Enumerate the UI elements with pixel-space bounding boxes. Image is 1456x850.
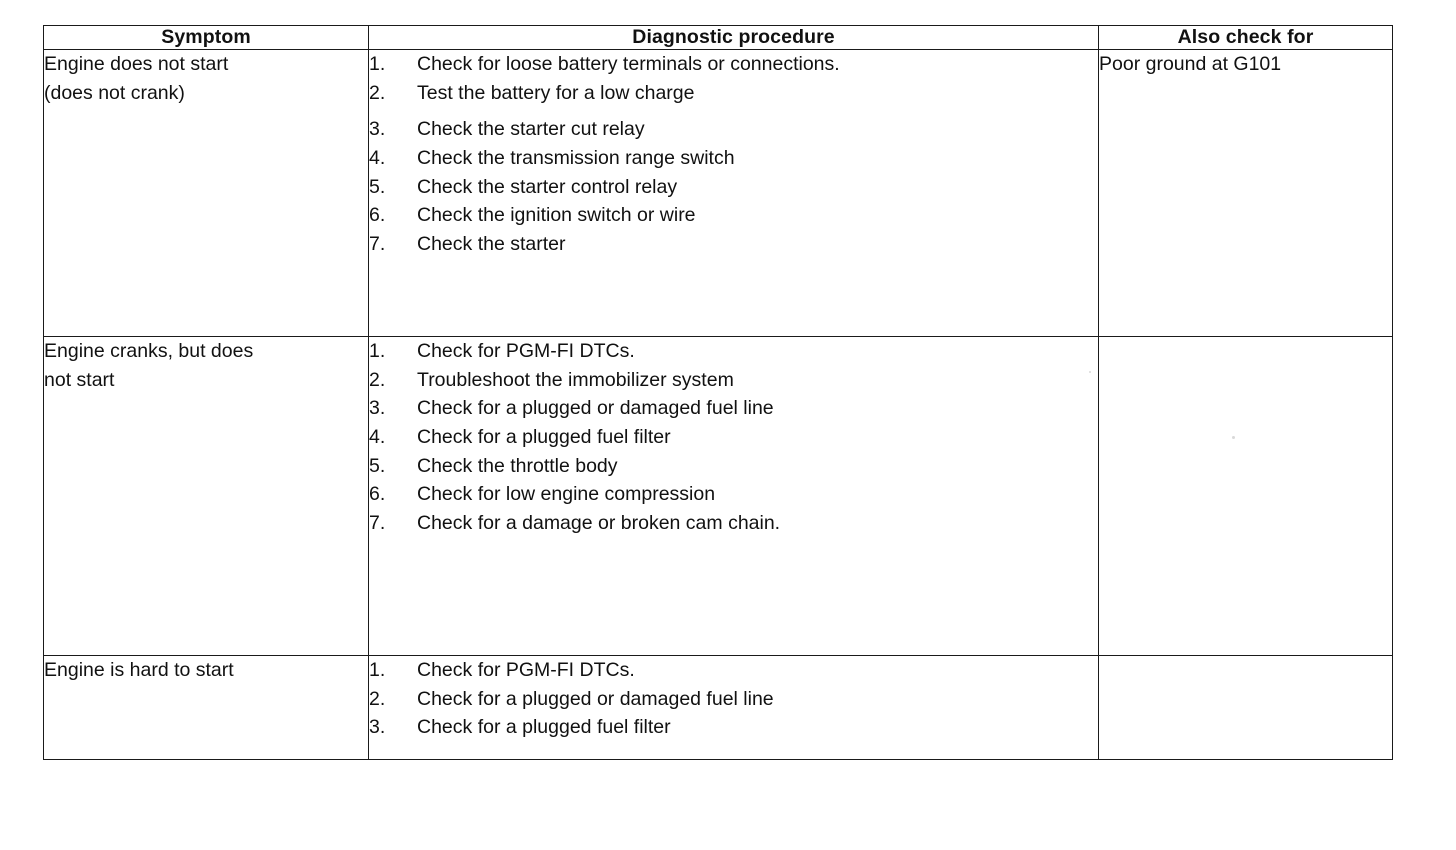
list-item [369,423,1098,452]
list-item [369,201,1098,230]
list-item [369,656,1098,685]
list-item [369,144,1098,173]
step-text: Check for a plugged or damaged fuel line [417,397,774,420]
step-text: Check for a plugged fuel filter [417,716,671,739]
scan-speckle [1089,371,1091,373]
step-text: Check the throttle body [417,454,618,477]
step-number: 3. [369,118,386,141]
list-item [369,713,1098,742]
table-row [44,337,1393,656]
step-text: Check for a damage or broken cam chain. [417,511,781,534]
table-row [44,656,1393,760]
list-item [369,452,1098,481]
symptom-cell [44,656,369,760]
step-text: Check the ignition switch or wire [417,204,696,227]
procedure-step-list [369,337,1098,538]
list-item [369,366,1098,395]
column-header-also-check-for: Also check for [1099,26,1393,50]
table-header [44,26,1393,50]
diagnostic-table [43,25,1393,760]
also-check-for-cell: Poor ground at G101 [1099,50,1393,337]
step-text: Check the starter [417,232,566,255]
list-item [369,685,1098,714]
step-text: Check the starter control relay [417,175,678,198]
step-text: Check for a plugged or damaged fuel line [417,687,774,710]
scan-speckle [1232,436,1235,439]
table-header-row [44,26,1393,50]
list-item [369,230,1098,259]
step-text: Check the starter cut relay [417,118,645,141]
step-number: 6. [369,483,386,506]
step-number: 1. [369,340,386,362]
list-item [369,480,1098,509]
also-check-for-cell [1099,337,1393,656]
procedure-cell [369,656,1099,760]
step-number: 2. [369,81,386,104]
step-number: 3. [369,397,386,420]
procedure-cell [369,50,1099,337]
step-text: Check for low engine compression [417,483,716,506]
step-text: Check the transmission range switch [417,146,735,169]
step-text: Test the battery for a low charge [417,81,695,104]
step-text: Check for PGM-FI DTCs. [417,340,635,362]
step-number: 3. [369,716,386,739]
column-header-procedure: Diagnostic procedure [369,26,1099,50]
list-item [369,173,1098,202]
symptom-cell [44,337,369,656]
step-text: Check for a plugged fuel filter [417,425,671,448]
symptom-line: Engine is hard to start [44,659,234,681]
list-item [369,394,1098,423]
step-text: Check for loose battery terminals or connections. [417,53,840,75]
step-number: 1. [369,659,386,681]
procedure-step-list [369,50,1098,259]
step-number: 4. [369,425,386,448]
column-header-symptom: Symptom [44,26,369,50]
symptom-line: Engine does not start [44,53,229,75]
list-item [369,79,1098,108]
step-text: Troubleshoot the immobilizer system [417,368,734,391]
symptom-cell [44,50,369,337]
table-row [44,50,1393,337]
step-number: 5. [369,175,386,198]
step-number: 7. [369,232,386,255]
step-number: 6. [369,204,386,227]
step-number: 7. [369,511,386,534]
list-item [369,509,1098,538]
list-item [369,50,1098,79]
table-body [44,50,1393,760]
symptom-line: (does not crank) [44,81,185,104]
symptom-line: not start [44,368,115,391]
step-number: 2. [369,687,386,710]
procedure-step-list [369,656,1098,742]
list-item [369,115,1098,144]
symptom-line: Engine cranks, but does [44,340,254,362]
step-number: 5. [369,454,386,477]
step-number: 1. [369,53,386,75]
step-number: 2. [369,368,386,391]
step-number: 4. [369,146,386,169]
list-item [369,337,1098,366]
step-text: Check for PGM-FI DTCs. [417,659,635,681]
procedure-cell [369,337,1099,656]
also-check-for-cell [1099,656,1393,760]
